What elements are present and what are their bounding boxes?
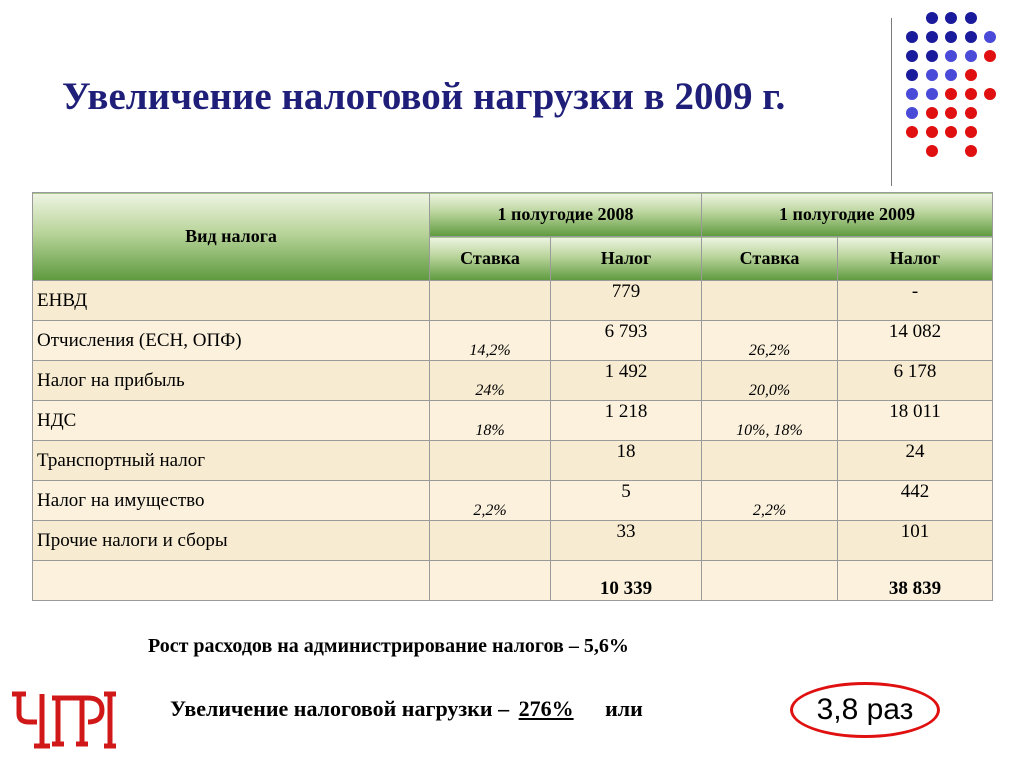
row-tax-2009: 101 [838, 521, 993, 561]
decor-dot [965, 126, 977, 138]
row-tax-2009: 442 [838, 481, 993, 521]
header-period-2008: 1 полугодие 2008 [430, 193, 702, 237]
decor-divider [891, 18, 892, 186]
table-row [33, 321, 993, 361]
total-rate-2009 [702, 561, 838, 601]
row-tax-2008: 33 [551, 521, 702, 561]
admin-cost-growth-text: Рост расходов на администрирование налогов – 5,6% [148, 635, 629, 657]
total-rate-2008 [430, 561, 551, 601]
decor-dot [906, 107, 918, 119]
row-tax-2008: 18 [551, 441, 702, 481]
row-rate-2008 [430, 521, 551, 561]
row-name: Отчисления (ЕСН, ОПФ) [33, 321, 430, 361]
table-header-row [33, 193, 993, 237]
decor-dot [945, 107, 957, 119]
decor-dot [926, 145, 938, 157]
table-row [33, 441, 993, 481]
tax-load-increase [170, 696, 643, 722]
row-tax-2009: 14 082 [838, 321, 993, 361]
row-name: Налог на прибыль [33, 361, 430, 401]
row-tax-2008: 1 218 [551, 401, 702, 441]
table-row [33, 281, 993, 321]
row-name: Налог на имущество [33, 481, 430, 521]
row-rate-2009: 2,2% [702, 481, 838, 521]
tax-load-label: Увеличение налоговой нагрузки – [170, 696, 510, 721]
row-rate-2009: 20,0% [702, 361, 838, 401]
header-tax-2008: Налог [551, 237, 702, 281]
header-rate-2009: Ставка [702, 237, 838, 281]
decor-dot [965, 145, 977, 157]
row-rate-2008 [430, 441, 551, 481]
decor-dot [965, 50, 977, 62]
decor-dot [965, 12, 977, 24]
decor-dot [984, 31, 996, 43]
row-name: Транспортный налог [33, 441, 430, 481]
total-tax-2009: 38 839 [838, 561, 993, 601]
row-rate-2009: 26,2% [702, 321, 838, 361]
table-row [33, 361, 993, 401]
decor-dot [926, 12, 938, 24]
decor-dot [965, 31, 977, 43]
decor-dot [926, 31, 938, 43]
total-label-cell [33, 561, 430, 601]
decor-dot [926, 88, 938, 100]
decor-dot [926, 50, 938, 62]
row-tax-2009: - [838, 281, 993, 321]
row-rate-2008: 2,2% [430, 481, 551, 521]
decor-dot [984, 50, 996, 62]
decor-dot [906, 69, 918, 81]
table-total-row [33, 561, 993, 601]
decor-dot [926, 126, 938, 138]
decor-dot [945, 12, 957, 24]
decor-dot [945, 88, 957, 100]
row-rate-2009 [702, 281, 838, 321]
decor-dot [945, 50, 957, 62]
slide-title: Увеличение налоговой нагрузки в 2009 г. [62, 75, 786, 118]
decor-dot [945, 69, 957, 81]
row-tax-2009: 18 011 [838, 401, 993, 441]
table-row [33, 401, 993, 441]
row-rate-2009 [702, 521, 838, 561]
decor-dot [965, 69, 977, 81]
university-logo [8, 688, 120, 756]
decor-dot [906, 126, 918, 138]
total-tax-2008: 10 339 [551, 561, 702, 601]
row-tax-2009: 24 [838, 441, 993, 481]
tax-table [32, 192, 993, 601]
decor-dot [926, 69, 938, 81]
tax-load-times: 3,8 раз [816, 693, 914, 726]
decor-dot [965, 88, 977, 100]
row-name: НДС [33, 401, 430, 441]
decor-dot [906, 50, 918, 62]
decor-dot [984, 88, 996, 100]
row-rate-2008: 18% [430, 401, 551, 441]
row-rate-2008: 14,2% [430, 321, 551, 361]
row-rate-2009: 10%, 18% [702, 401, 838, 441]
table-row [33, 481, 993, 521]
row-tax-2008: 1 492 [551, 361, 702, 401]
row-tax-2009: 6 178 [838, 361, 993, 401]
row-tax-2008: 779 [551, 281, 702, 321]
decor-dot [906, 31, 918, 43]
header-period-2009: 1 полугодие 2009 [702, 193, 993, 237]
row-rate-2008: 24% [430, 361, 551, 401]
row-tax-2008: 6 793 [551, 321, 702, 361]
table-row [33, 521, 993, 561]
header-tax-type: Вид налога [33, 193, 430, 281]
row-rate-2008 [430, 281, 551, 321]
decor-dot-grid [906, 12, 1016, 172]
decor-dot [945, 126, 957, 138]
tax-load-times-oval [790, 682, 940, 738]
header-rate-2008: Ставка [430, 237, 551, 281]
row-tax-2008: 5 [551, 481, 702, 521]
header-tax-2009: Налог [838, 237, 993, 281]
tax-load-or: или [605, 696, 643, 721]
tax-load-percent: 276% [518, 696, 574, 721]
row-rate-2009 [702, 441, 838, 481]
decor-dot [945, 31, 957, 43]
row-name: ЕНВД [33, 281, 430, 321]
decor-dot [926, 107, 938, 119]
decor-dot [906, 88, 918, 100]
row-name: Прочие налоги и сборы [33, 521, 430, 561]
decor-dot [965, 107, 977, 119]
